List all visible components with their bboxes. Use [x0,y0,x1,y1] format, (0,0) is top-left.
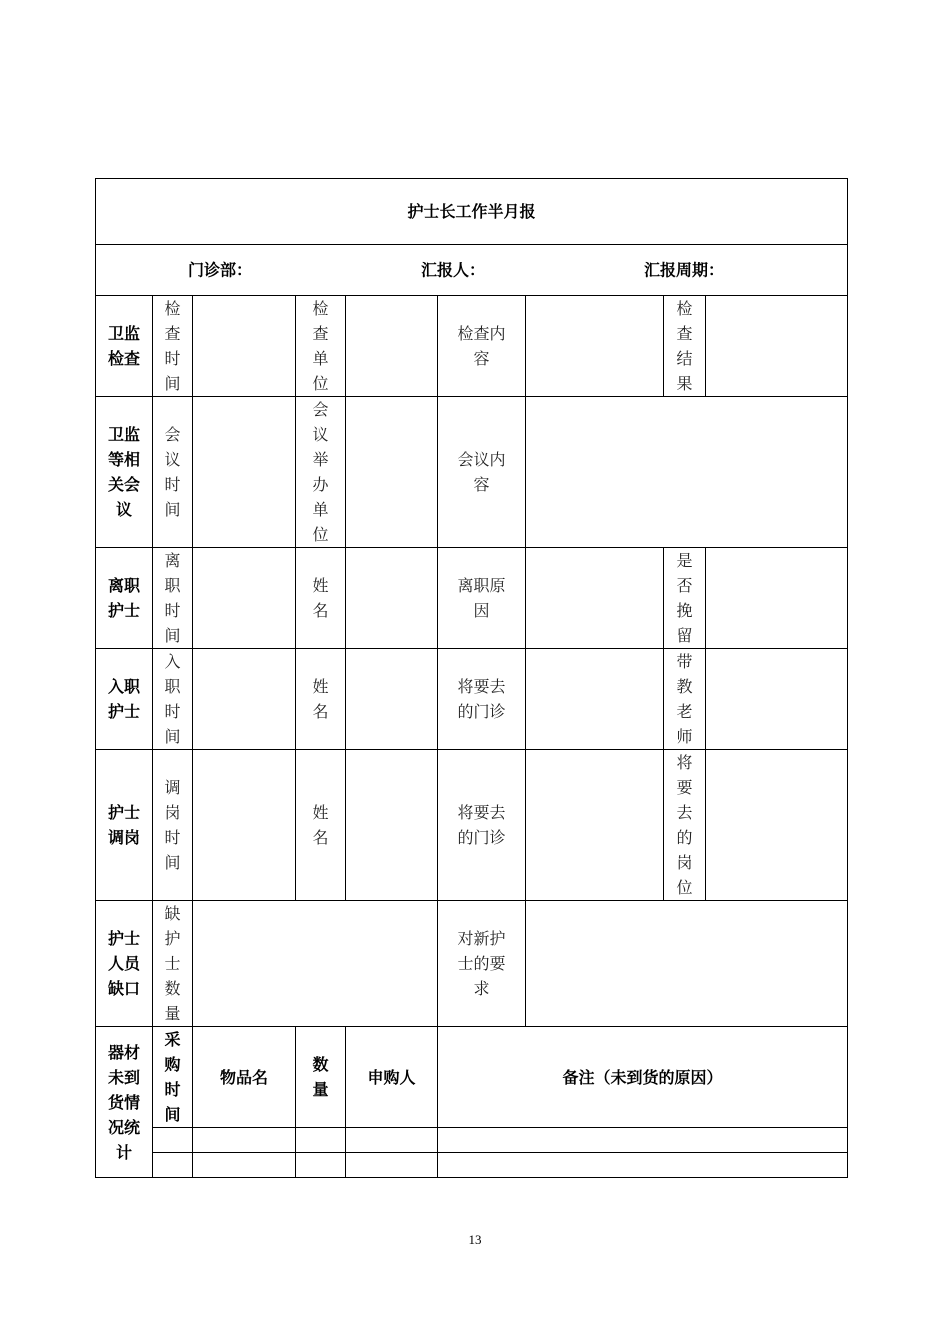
equipment-row2-buyer[interactable] [346,1153,438,1178]
meeting-content-label: 会议内容 [438,397,526,548]
transfer-post-label: 将要去的岗位 [664,750,706,901]
report-table [95,178,848,1178]
inspection-result-cell[interactable] [706,296,848,397]
meeting-unit-cell[interactable] [346,397,438,548]
onboard-mentor-cell[interactable] [706,649,848,750]
equipment-row2-time[interactable] [153,1153,193,1178]
section-resign: 离职护士 [96,548,153,649]
equipment-header-time: 采购时间 [153,1027,193,1128]
equipment-header-qty: 数量 [296,1027,346,1128]
resign-time-cell[interactable] [193,548,296,649]
inspection-unit-label: 检查单位 [296,296,346,397]
info-row [96,245,848,296]
shortage-count-label: 缺护士数量 [153,901,193,1027]
transfer-name-cell[interactable] [346,750,438,901]
resign-time-label: 离职时间 [153,548,193,649]
resign-name-label: 姓名 [296,548,346,649]
equipment-row2-qty[interactable] [296,1153,346,1178]
meeting-content-cell[interactable] [526,397,848,548]
shortage-req-label: 对新护士的要求 [438,901,526,1027]
onboard-name-label: 姓名 [296,649,346,750]
section-equipment: 器材未到货情况统计 [96,1027,153,1178]
equipment-row2-note[interactable] [438,1153,848,1178]
section-meeting: 卫监等相关会议 [96,397,153,548]
transfer-name-label: 姓名 [296,750,346,901]
equipment-header-buyer: 申购人 [346,1027,438,1128]
meeting-unit-label: 会议举办单位 [296,397,346,548]
equipment-header-item: 物品名 [193,1027,296,1128]
section-onboard: 入职护士 [96,649,153,750]
onboard-name-cell[interactable] [346,649,438,750]
resign-retain-label: 是否挽留 [664,548,706,649]
onboard-time-cell[interactable] [193,649,296,750]
inspection-unit-cell[interactable] [346,296,438,397]
section-inspection: 卫监检查 [96,296,153,397]
equipment-row1-item[interactable] [193,1128,296,1153]
page-number: 13 [468,1232,482,1247]
equipment-row1-note[interactable] [438,1128,848,1153]
onboard-mentor-label: 带教老师 [664,649,706,750]
period-label: 汇报周期： [644,260,725,280]
section-shortage: 护士人员缺口 [96,901,153,1027]
inspection-content-cell[interactable] [526,296,664,397]
resign-name-cell[interactable] [346,548,438,649]
section-transfer: 护士调岗 [96,750,153,901]
resign-reason-label: 离职原因 [438,548,526,649]
resign-retain-cell[interactable] [706,548,848,649]
meeting-time-cell[interactable] [193,397,296,548]
transfer-clinic-cell[interactable] [526,750,664,901]
shortage-req-cell[interactable] [526,901,848,1027]
reporter-label: 汇报人： [421,260,486,280]
onboard-time-label: 入职时间 [153,649,193,750]
transfer-time-label: 调岗时间 [153,750,193,901]
equipment-header-note: 备注（未到货的原因） [438,1027,848,1128]
shortage-count-cell[interactable] [193,901,438,1027]
transfer-time-cell[interactable] [193,750,296,901]
department-label: 门诊部： [188,260,253,280]
inspection-time-cell[interactable] [193,296,296,397]
equipment-row1-qty[interactable] [296,1128,346,1153]
inspection-content-label: 检查内容 [438,296,526,397]
onboard-clinic-cell[interactable] [526,649,664,750]
resign-reason-cell[interactable] [526,548,664,649]
report-title: 护士长工作半月报 [96,179,848,245]
meeting-time-label: 会议时间 [153,397,193,548]
inspection-result-label: 检查结果 [664,296,706,397]
equipment-row2-item[interactable] [193,1153,296,1178]
transfer-post-cell[interactable] [706,750,848,901]
equipment-row1-time[interactable] [153,1128,193,1153]
transfer-clinic-label: 将要去的门诊 [438,750,526,901]
inspection-time-label: 检查时间 [153,296,193,397]
equipment-row1-buyer[interactable] [346,1128,438,1153]
onboard-clinic-label: 将要去的门诊 [438,649,526,750]
